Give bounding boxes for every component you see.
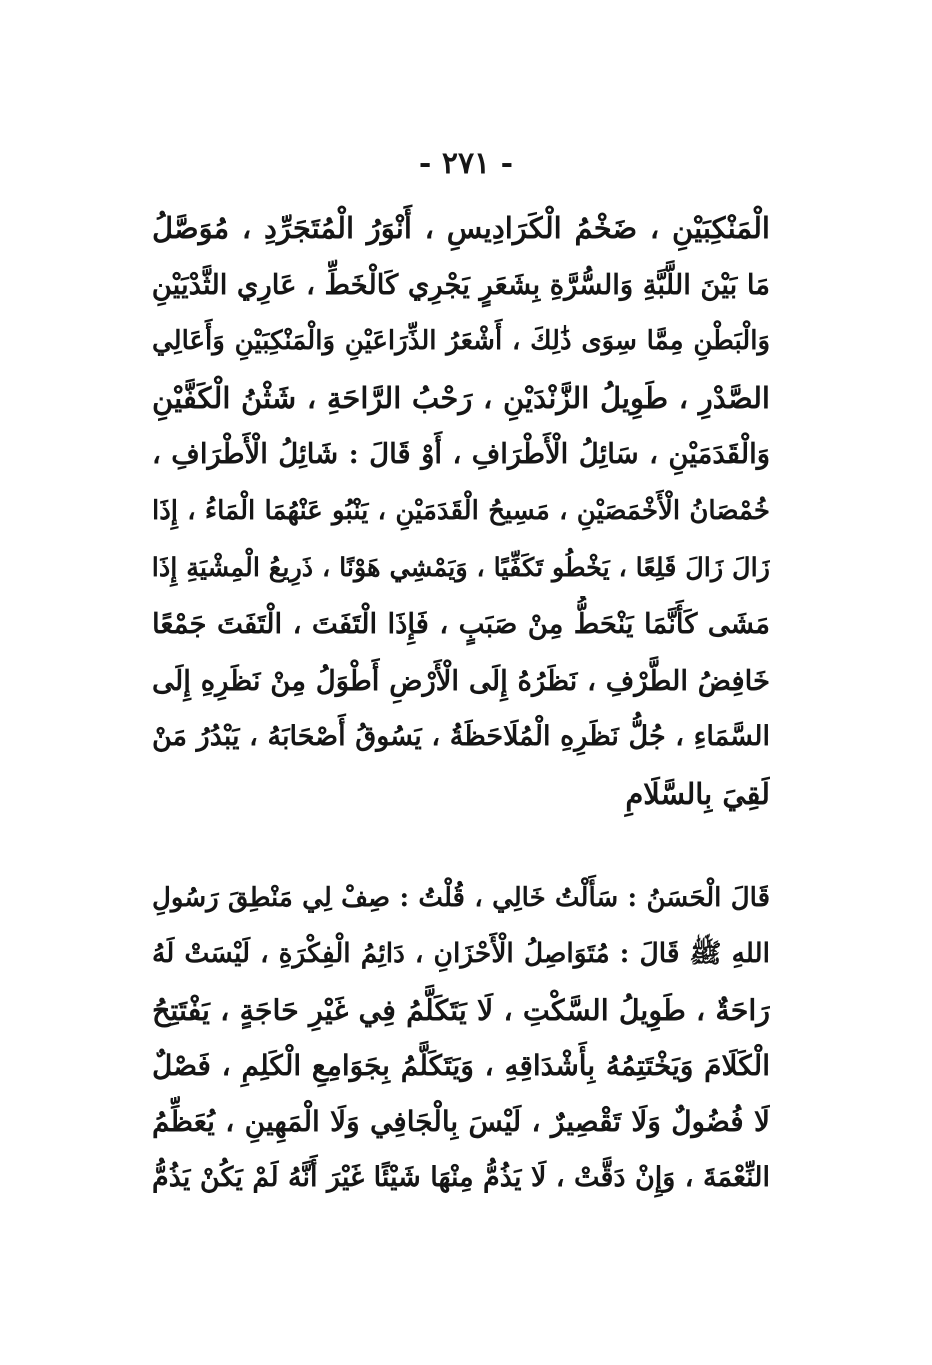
- text-line: مَشَى كَأَنَّمَا يَنْحَطُّ مِنْ صَبَبٍ ، فَإِذَا الْتَفَتَ ، الْتَفَتَ جَمْعًا: [152, 608, 770, 641]
- text-line: لَقِيَ بِالسَّلَامِ: [625, 776, 770, 811]
- text-line: خُمْصَانُ الْأَخْمَصَيْنِ ، مَسِيحُ الْقَدَمَيْنِ ، يَنْبُو عَنْهُمَا الْمَاءُ ، إِذَا: [152, 495, 770, 526]
- paragraph-2: [152, 870, 770, 1206]
- text-line: اللهِ ﷺ قَالَ : مُتَوَاصِلُ الْأَحْزَانِ ، دَائِمُ الْفِكْرَةِ ، لَيْسَتْ لَهُ: [152, 938, 770, 969]
- text-line: زَالَ زَالَ قَلِعًا ، يَخْطُو تَكَفِّيًا ، وَيَمْشِي هَوْنًا ، ذَرِيعُ الْمِشْيَةِ إِذَا: [152, 552, 770, 583]
- text-line: مَا بَيْنَ اللَّبَّةِ وَالسُّرَّةِ بِشَعَرٍ يَجْرِي كَالْخَطِّ ، عَارِي الثَّدْيَيْنِ: [152, 268, 770, 301]
- text-line: وَالْقَدَمَيْنِ ، سَائِلُ الْأَطْرَافِ ، أَوْ قَالَ : شَائِلُ الْأَطْرَافِ ،: [152, 438, 770, 471]
- text-line: وَالْبَطْنِ مِمَّا سِوَى ذَٰلِكَ ، أَشْعَرُ الذِّرَاعَيْنِ وَالْمَنْكِبَيْنِ وَأَعَالِي: [152, 326, 770, 357]
- text-line: الصَّدْرِ ، طَوِيلُ الزَّنْدَيْنِ ، رَحْبُ الرَّاحَةِ ، شَثْنُ الْكَفَّيْنِ: [152, 380, 770, 415]
- text-line: خَافِضُ الطَّرْفِ ، نَظَرُهُ إِلَى الْأَرْضِ أَطْوَلُ مِنْ نَظَرِهِ إِلَى: [152, 664, 770, 697]
- text-line: الْمَنْكِبَيْنِ ، ضَخْمُ الْكَرَادِيسِ ، أَنْوَرُ الْمُتَجَرِّدِ ، مُوَصَّلُ: [152, 211, 770, 245]
- text-line: رَاحَةٌ ، طَوِيلُ السَّكْتِ ، لَا يَتَكَلَّمُ فِي غَيْرِ حَاجَةٍ ، يَفْتَتِحُ: [152, 993, 770, 1027]
- text-line: قَالَ الْحَسَنُ : سَأَلْتُ خَالِي ، قُلْتُ : صِفْ لِي مَنْطِقَ رَسُولِ: [152, 883, 770, 913]
- text-line: النِّعْمَةَ ، وَإِنْ دَقَّتْ ، لَا يَذُمُّ مِنْهَا شَيْئًا غَيْرَ أَنَّهُ لَمْ يَكُنْ يَذُمُّ: [152, 1162, 770, 1193]
- text-line: السَّمَاءِ ، جُلُّ نَظَرِهِ الْمُلَاحَظَةُ ، يَسُوقُ أَصْحَابَهُ ، يَبْدُرُ مَنْ: [152, 721, 770, 753]
- text-line: الْكَلَامَ وَيَخْتَتِمُهُ بِأَشْدَاقِهِ ، وَيَتَكَلَّمُ بِجَوَامِعِ الْكَلِمِ ، فَصْلٌ: [152, 1049, 770, 1082]
- paragraph-1: [152, 200, 770, 823]
- text-line: لَا فُضُولٌ وَلَا تَقْصِيرٌ ، لَيْسَ بِالْجَافِي وَلَا الْمَهِينِ ، يُعَظِّمُ: [152, 1105, 770, 1138]
- page-number: - ٢٧١ -: [418, 146, 514, 181]
